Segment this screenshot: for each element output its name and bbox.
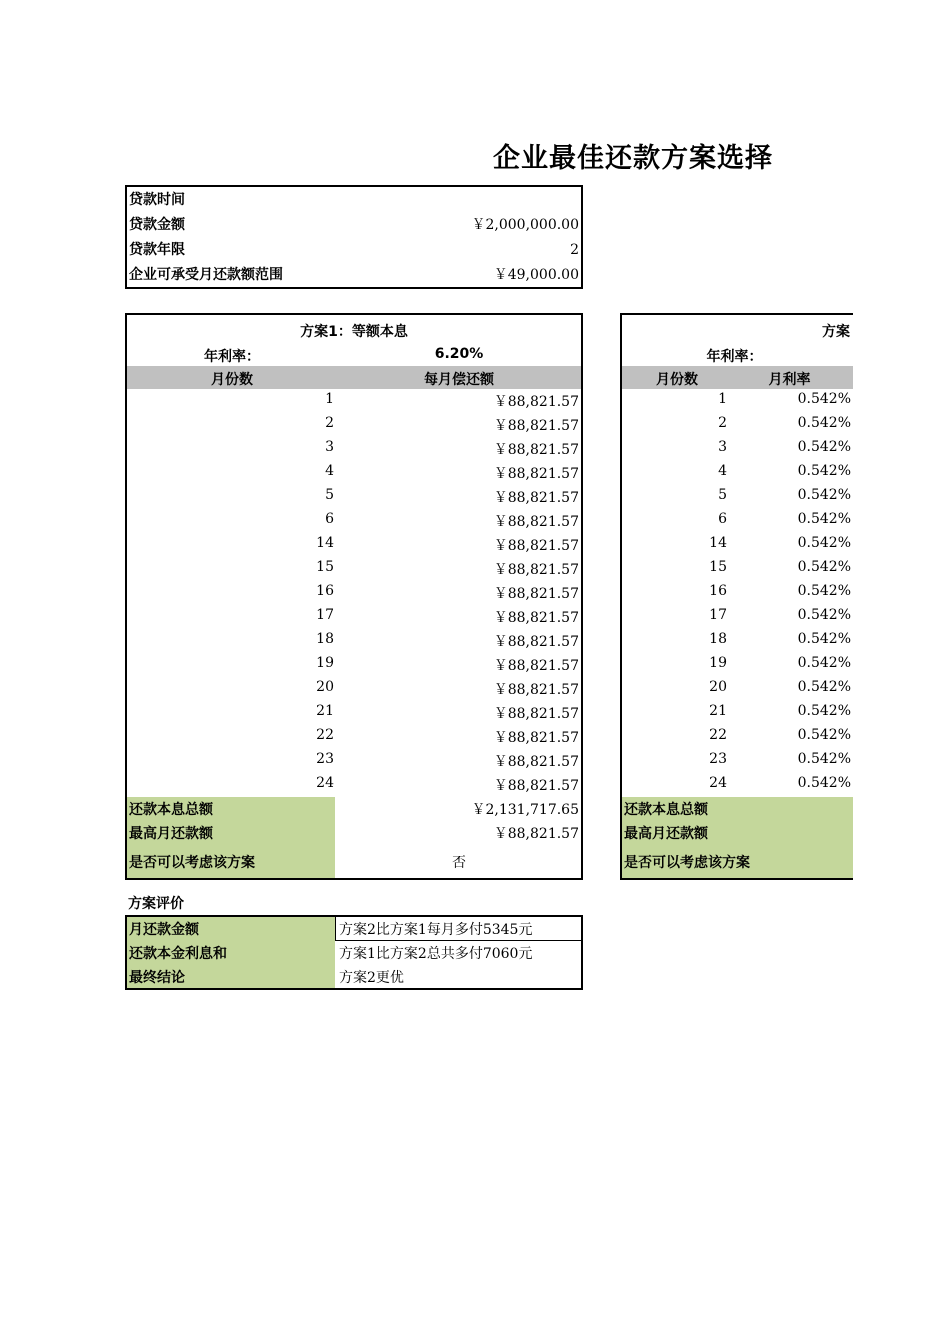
plan2-rate-cell: 0.542% <box>797 775 851 791</box>
plan2-rate-cell: 0.542% <box>797 391 851 407</box>
plan2-month-cell: 22 <box>709 727 727 743</box>
plan1-month-cell: 17 <box>316 607 334 623</box>
plan1-payment-cell: ￥88,821.57 <box>493 634 579 650</box>
evaluation-value-conclusion: 方案2更优 <box>339 970 404 986</box>
plan1-payment-cell: ￥88,821.57 <box>493 730 579 746</box>
plan1-consider-value: 否 <box>452 855 466 871</box>
plan2-month-cell: 1 <box>718 391 727 407</box>
plan1-payment-cell: ￥88,821.57 <box>493 658 579 674</box>
evaluation-label-monthly: 月还款金额 <box>129 922 199 938</box>
plan2-rate-cell: 0.542% <box>797 727 851 743</box>
plan2-month-cell: 14 <box>709 535 727 551</box>
evaluation-label-total: 还款本金利息和 <box>129 946 227 962</box>
plan1-month-cell: 15 <box>316 559 334 575</box>
plan1-month-cell: 5 <box>325 487 334 503</box>
loan-row-affordable <box>127 263 581 287</box>
loan-row-amount <box>127 213 581 237</box>
plan2-month-cell: 5 <box>718 487 727 503</box>
loan-time-label: 贷款时间 <box>129 192 185 208</box>
plan2-rate-cell: 0.542% <box>797 511 851 527</box>
loan-affordable-label: 企业可承受月还款额范围 <box>129 267 283 283</box>
plan1-payment-cell: ￥88,821.57 <box>493 706 579 722</box>
plan1-month-cell: 21 <box>316 703 334 719</box>
plan1-month-cell: 4 <box>325 463 334 479</box>
plan1-month-cell: 19 <box>316 655 334 671</box>
plan1-payment-cell: ￥88,821.57 <box>493 538 579 554</box>
plan1-payment-cell: ￥88,821.57 <box>493 754 579 770</box>
plan1-payment-cell: ￥88,821.57 <box>493 610 579 626</box>
plan2-month-cell: 17 <box>709 607 727 623</box>
plan2-rate-cell: 0.542% <box>797 415 851 431</box>
loan-years-label: 贷款年限 <box>129 242 185 258</box>
plan2-month-cell: 24 <box>709 775 727 791</box>
plan1-month-cell: 24 <box>316 775 334 791</box>
evaluation-value-monthly: 方案2比方案1每月多付5345元 <box>339 922 533 938</box>
plan2-rate-cell: 0.542% <box>797 703 851 719</box>
plan2-rate-cell: 0.542% <box>797 607 851 623</box>
plan2-title: 方案 <box>822 324 850 340</box>
plan2-rate-cell: 0.542% <box>797 535 851 551</box>
plan2-table <box>620 313 853 880</box>
plan1-month-cell: 16 <box>316 583 334 599</box>
plan2-month-cell: 16 <box>709 583 727 599</box>
loan-row-time <box>127 188 581 212</box>
plan2-rate-cell: 0.542% <box>797 583 851 599</box>
plan1-total-label: 还款本息总额 <box>129 802 213 818</box>
plan1-consider-label: 是否可以考虑该方案 <box>129 855 255 871</box>
plan2-month-cell: 2 <box>718 415 727 431</box>
loan-amount-label: 贷款金额 <box>129 217 185 233</box>
plan2-rate-cell: 0.542% <box>797 679 851 695</box>
plan1-month-cell: 18 <box>316 631 334 647</box>
plan2-month-cell: 3 <box>718 439 727 455</box>
plan2-rate-cell: 0.542% <box>797 439 851 455</box>
plan2-month-cell: 23 <box>709 751 727 767</box>
plan1-col-payment: 每月偿还额 <box>424 372 494 388</box>
plan2-month-cell: 18 <box>709 631 727 647</box>
plan1-payment-cell: ￥88,821.57 <box>493 442 579 458</box>
plan1-month-cell: 6 <box>325 511 334 527</box>
plan2-month-cell: 6 <box>718 511 727 527</box>
evaluation-table <box>125 915 583 990</box>
plan2-total-label: 还款本息总额 <box>624 802 708 818</box>
evaluation-value-total: 方案1比方案2总共多付7060元 <box>339 946 533 962</box>
plan2-max-label: 最高月还款额 <box>624 826 708 842</box>
plan2-col-rate: 月利率 <box>768 372 811 388</box>
plan1-payment-cell: ￥88,821.57 <box>493 778 579 794</box>
loan-row-years <box>127 238 581 262</box>
plan1-month-cell: 3 <box>325 439 334 455</box>
plan1-month-cell: 2 <box>325 415 334 431</box>
loan-affordable-value: ￥49,000.00 <box>493 267 579 283</box>
plan1-month-cell: 23 <box>316 751 334 767</box>
plan2-consider-label: 是否可以考虑该方案 <box>624 855 750 871</box>
plan1-table <box>125 313 583 880</box>
evaluation-label-conclusion: 最终结论 <box>129 970 185 986</box>
plan2-col-month: 月份数 <box>656 372 698 388</box>
plan1-col-month: 月份数 <box>211 372 253 388</box>
plan2-rate-cell: 0.542% <box>797 463 851 479</box>
plan1-rate-label: 年利率： <box>204 349 260 365</box>
plan2-rate-cell: 0.542% <box>797 631 851 647</box>
plan1-payment-cell: ￥88,821.57 <box>493 466 579 482</box>
plan2-month-cell: 15 <box>709 559 727 575</box>
page-title: 企业最佳还款方案选择 <box>493 143 773 174</box>
plan1-month-cell: 22 <box>316 727 334 743</box>
plan1-month-cell: 1 <box>325 391 334 407</box>
plan2-rate-cell: 0.542% <box>797 751 851 767</box>
evaluation-divider <box>335 917 336 941</box>
plan1-payment-cell: ￥88,821.57 <box>493 586 579 602</box>
plan1-rate-value: 6.20% <box>434 346 484 362</box>
plan1-payment-cell: ￥88,821.57 <box>493 490 579 506</box>
plan1-payment-cell: ￥88,821.57 <box>493 418 579 434</box>
plan2-month-cell: 19 <box>709 655 727 671</box>
plan2-rate-cell: 0.542% <box>797 487 851 503</box>
evaluation-title: 方案评价 <box>128 896 184 912</box>
loan-years-value: 2 <box>570 242 579 258</box>
plan1-total-value: ￥2,131,717.65 <box>471 802 579 818</box>
plan1-month-cell: 20 <box>316 679 334 695</box>
plan1-payment-cell: ￥88,821.57 <box>493 682 579 698</box>
plan2-clip <box>620 313 853 880</box>
loan-amount-value: ￥2,000,000.00 <box>471 217 579 233</box>
loan-info-table <box>125 185 583 289</box>
plan1-month-cell: 14 <box>316 535 334 551</box>
plan1-max-value: ￥88,821.57 <box>493 826 579 842</box>
plan2-rate-cell: 0.542% <box>797 559 851 575</box>
evaluation-divider-h <box>335 940 581 941</box>
plan1-title: 方案1：等额本息 <box>300 324 408 340</box>
plan1-payment-cell: ￥88,821.57 <box>493 562 579 578</box>
plan2-month-cell: 4 <box>718 463 727 479</box>
plan1-payment-cell: ￥88,821.57 <box>493 394 579 410</box>
plan2-month-cell: 20 <box>709 679 727 695</box>
plan1-payment-cell: ￥88,821.57 <box>493 514 579 530</box>
plan1-max-label: 最高月还款额 <box>129 826 213 842</box>
plan2-month-cell: 21 <box>709 703 727 719</box>
plan2-rate-cell: 0.542% <box>797 655 851 671</box>
plan2-rate-label: 年利率： <box>706 349 763 365</box>
